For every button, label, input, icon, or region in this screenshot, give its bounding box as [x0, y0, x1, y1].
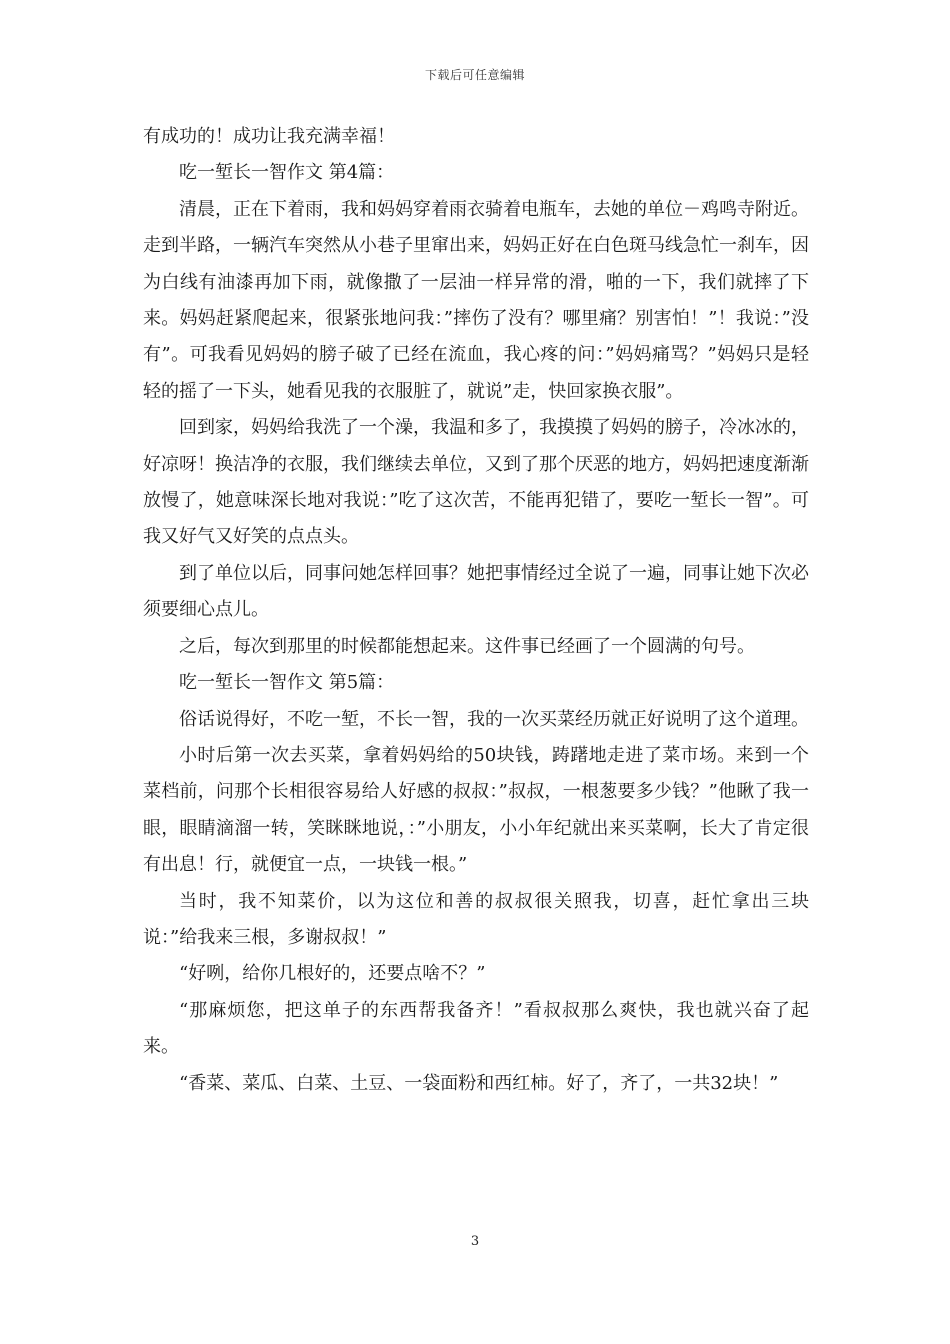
essay-heading-4: 吃一堑长一智作文 第4篇：: [179, 162, 395, 184]
paragraph: “香菜、菜瓜、白菜、土豆、一袋面粉和西红柿。好了，齐了，一共32块！”: [179, 1072, 779, 1094]
paragraph: 俗话说得好，不吃一堑，不长一智，我的一次买菜经历就正好说明了这个道理。: [179, 708, 809, 730]
paragraph: “好咧，给你几根好的，还要点啥不？”: [179, 963, 486, 985]
page-header: 下载后可任意编辑: [424, 68, 525, 82]
paragraph: 小时后第一次去买菜，拿着妈妈给的50块钱，踌躇地走进了菜市场。来到一个菜档前，问那个长相很容易给人好感的叔叔：”叔叔，一根葱要多少钱？”他瞅了我一眼，眼睛滴溜一转，笑眯眯地说，：”小朋友，小小年纪就出来买菜啊，长大了肯定很有出息！行，就便宜一点，一块钱一根。”: [143, 744, 809, 876]
paragraph: 到了单位以后，同事问她怎样回事？她把事情经过全说了一遍，同事让她下次必须要细心点儿。: [143, 562, 809, 621]
page-number: 3: [470, 1234, 480, 1249]
paragraph: 当时，我不知菜价，以为这位和善的叔叔很关照我，切喜，赶忙拿出三块说：”给我来三根，多谢叔叔！”: [143, 890, 809, 948]
paragraph: 之后，每次到那里的时候都能想起来。这件事已经画了一个圆满的句号。: [179, 635, 755, 657]
paragraph: “那麻烦您，把这单子的东西帮我备齐！”看叔叔那么爽快，我也就兴奋了起来。: [143, 999, 809, 1058]
paragraph: 回到家，妈妈给我洗了一个澡，我温和多了，我摸摸了妈妈的膀子，冷冰冰的，好凉呀！换洁净的衣服，我们继续去单位，又到了那个厌恶的地方，妈妈把速度渐渐放慢了，她意味深长地对我说：”吃了这次苦，不能再犯错了，要吃一堑长一智”。可我又好气又好笑的点点头。: [143, 417, 809, 548]
essay-heading-5: 吃一堑长一智作文 第5篇：: [179, 672, 395, 694]
paragraph: 清晨，正在下着雨，我和妈妈穿着雨衣骑着电瓶车，去她的单位－鸡鸣寺附近。走到半路，一辆汽车突然从小巷子里窜出来，妈妈正好在白色斑马线急忙一刹车，因为白线有油漆再加下雨，就像撒了一层油一样异常的滑，啪的一下，我们就摔了下来。妈妈赶紧爬起来，很紧张地问我：”摔伤了没有？哪里痛？别害怕！”！我说：”没有”。可我看见妈妈的膀子破了已经在流血，我心疼的问：”妈妈痛骂？”妈妈只是轻轻的摇了一下头，她看见我的衣服脏了，就说”走，快回家换衣服”。: [143, 198, 809, 402]
document-body: [143, 119, 809, 1102]
paragraph-continuation: 有成功的！成功让我充满幸福！: [143, 126, 395, 147]
